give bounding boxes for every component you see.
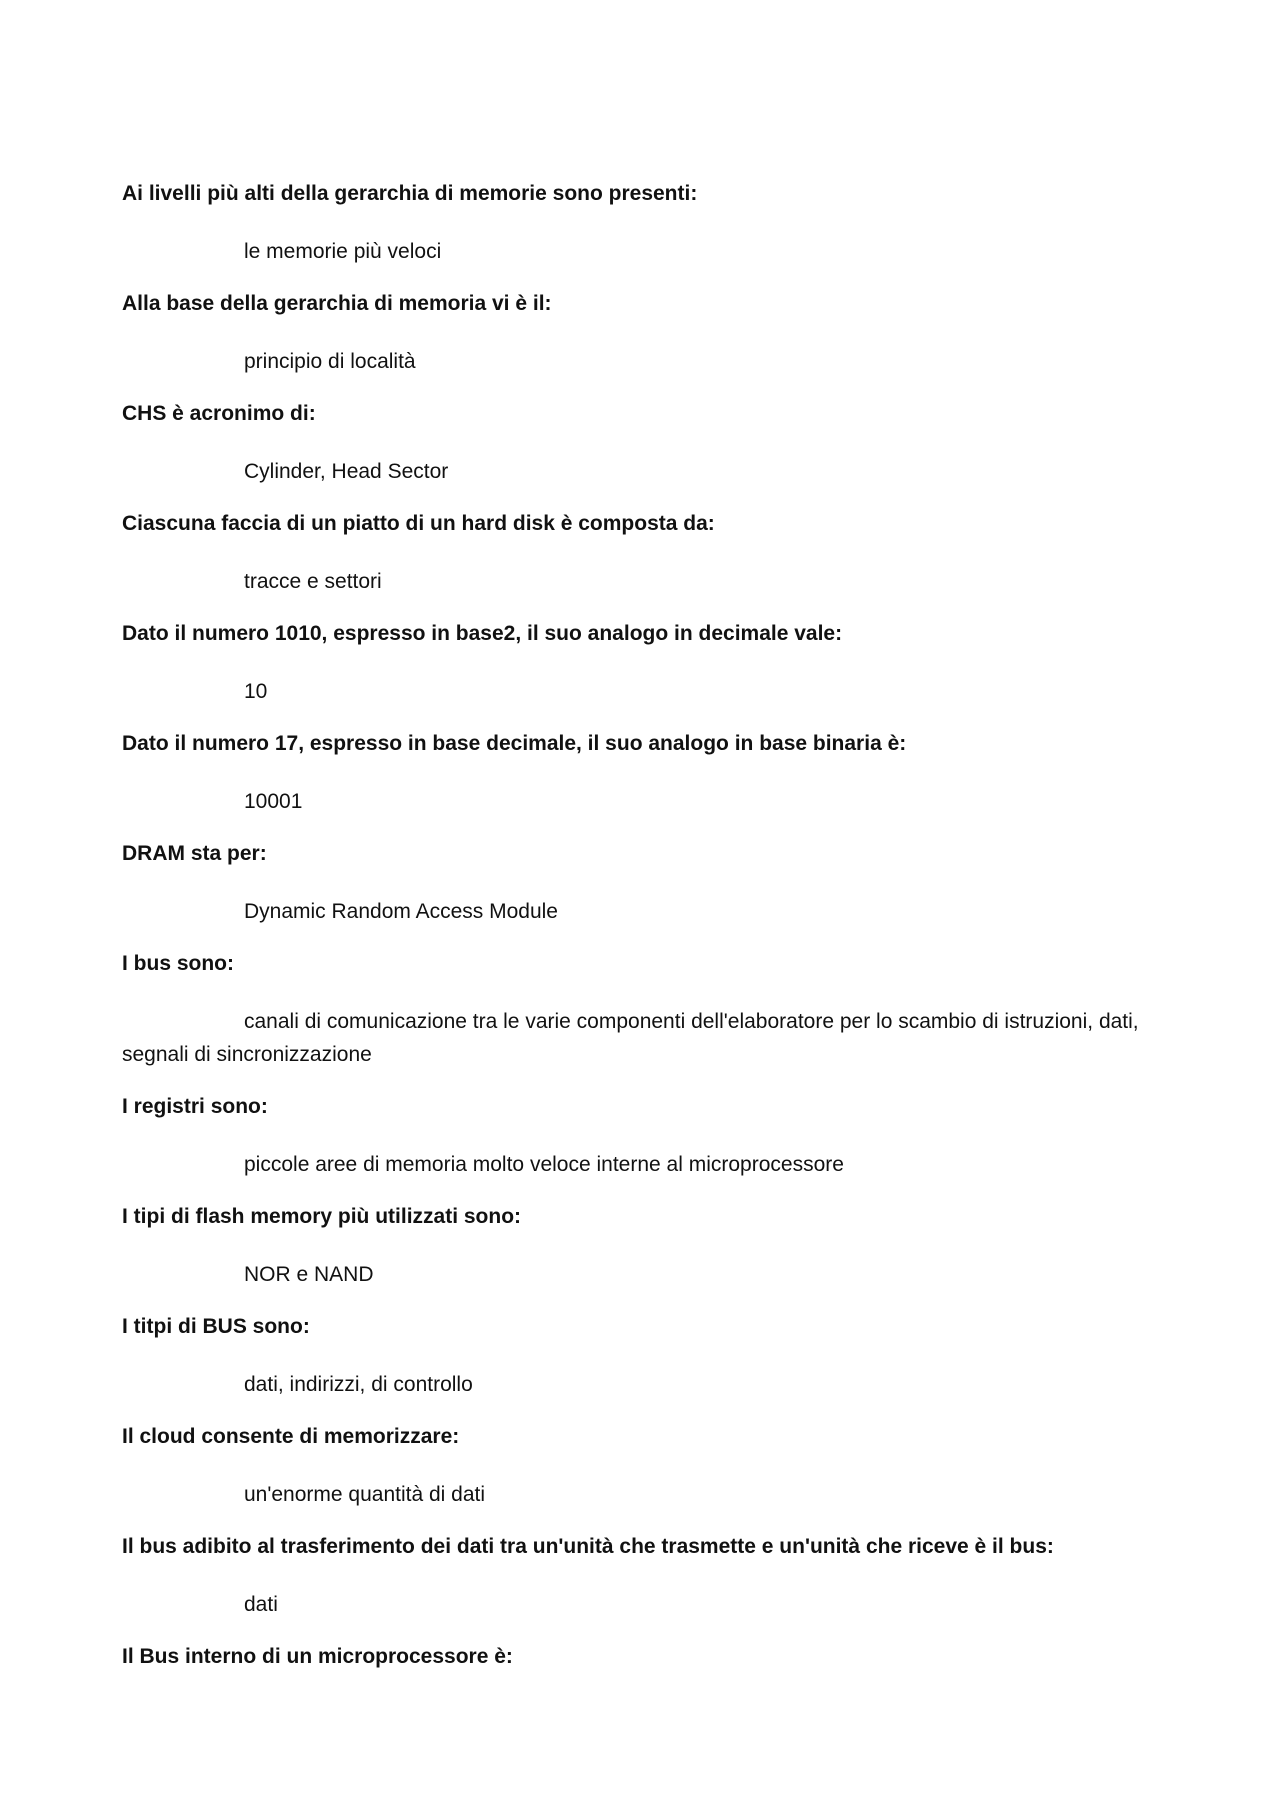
question-text: I bus sono:: [122, 952, 234, 975]
answer-text: piccole aree di memoria molto veloce interne al microprocessore: [244, 1153, 844, 1176]
question-text: Dato il numero 1010, espresso in base2, il suo analogo in decimale vale:: [122, 622, 843, 645]
qa-item: [122, 1203, 1162, 1291]
qa-item: [122, 1533, 1162, 1621]
question-text: Il cloud consente di memorizzare:: [122, 1425, 460, 1448]
answer-text: dati: [244, 1593, 278, 1616]
qa-item: [122, 290, 1162, 378]
question-text: Ciascuna faccia di un piatto di un hard disk è composta da:: [122, 512, 715, 535]
qa-item: [122, 400, 1162, 488]
answer-text: un'enorme quantità di dati: [244, 1483, 486, 1506]
question-text: Il Bus interno di un microprocessore è:: [122, 1645, 513, 1668]
qa-item: [122, 1313, 1162, 1401]
answer-text: le memorie più veloci: [244, 240, 442, 263]
qa-list: [122, 180, 1162, 1671]
qa-item: [122, 1093, 1162, 1181]
answer-text: dati, indirizzi, di controllo: [244, 1373, 473, 1396]
question-text: Alla base della gerarchia di memoria vi è il:: [122, 292, 552, 315]
answer-text: Dynamic Random Access Module: [244, 900, 558, 923]
question-text: Dato il numero 17, espresso in base decimale, il suo analogo in base binaria è:: [122, 732, 907, 755]
qa-item: [122, 620, 1162, 708]
qa-item: [122, 950, 1162, 1071]
answer-text: principio di località: [244, 350, 416, 373]
question-text: CHS è acronimo di:: [122, 402, 316, 425]
question-text: Il bus adibito al trasferimento dei dati tra un'unità che trasmette e un'unità che riceve è il bus:: [122, 1535, 1054, 1558]
answer-text: tracce e settori: [244, 570, 382, 593]
question-text: DRAM sta per:: [122, 842, 267, 865]
answer-text: Cylinder, Head Sector: [244, 460, 449, 483]
qa-item: [122, 730, 1162, 818]
question-text: I tipi di flash memory più utilizzati sono:: [122, 1205, 522, 1228]
qa-item: [122, 510, 1162, 598]
qa-item: [122, 1643, 1162, 1671]
answer-text: canali di comunicazione tra le varie componenti dell'elaboratore per lo scambio di istruzioni, dati, segnali di sincronizzazione: [122, 1010, 1139, 1066]
qa-item: [122, 180, 1162, 268]
question-text: I registri sono:: [122, 1095, 268, 1118]
question-text: I titpi di BUS sono:: [122, 1315, 310, 1338]
qa-item: [122, 1423, 1162, 1511]
qa-item: [122, 840, 1162, 928]
question-text: Ai livelli più alti della gerarchia di memorie sono presenti:: [122, 182, 698, 205]
answer-text: NOR e NAND: [244, 1263, 374, 1286]
answer-text: 10: [244, 680, 268, 703]
answer-text: 10001: [244, 790, 303, 813]
